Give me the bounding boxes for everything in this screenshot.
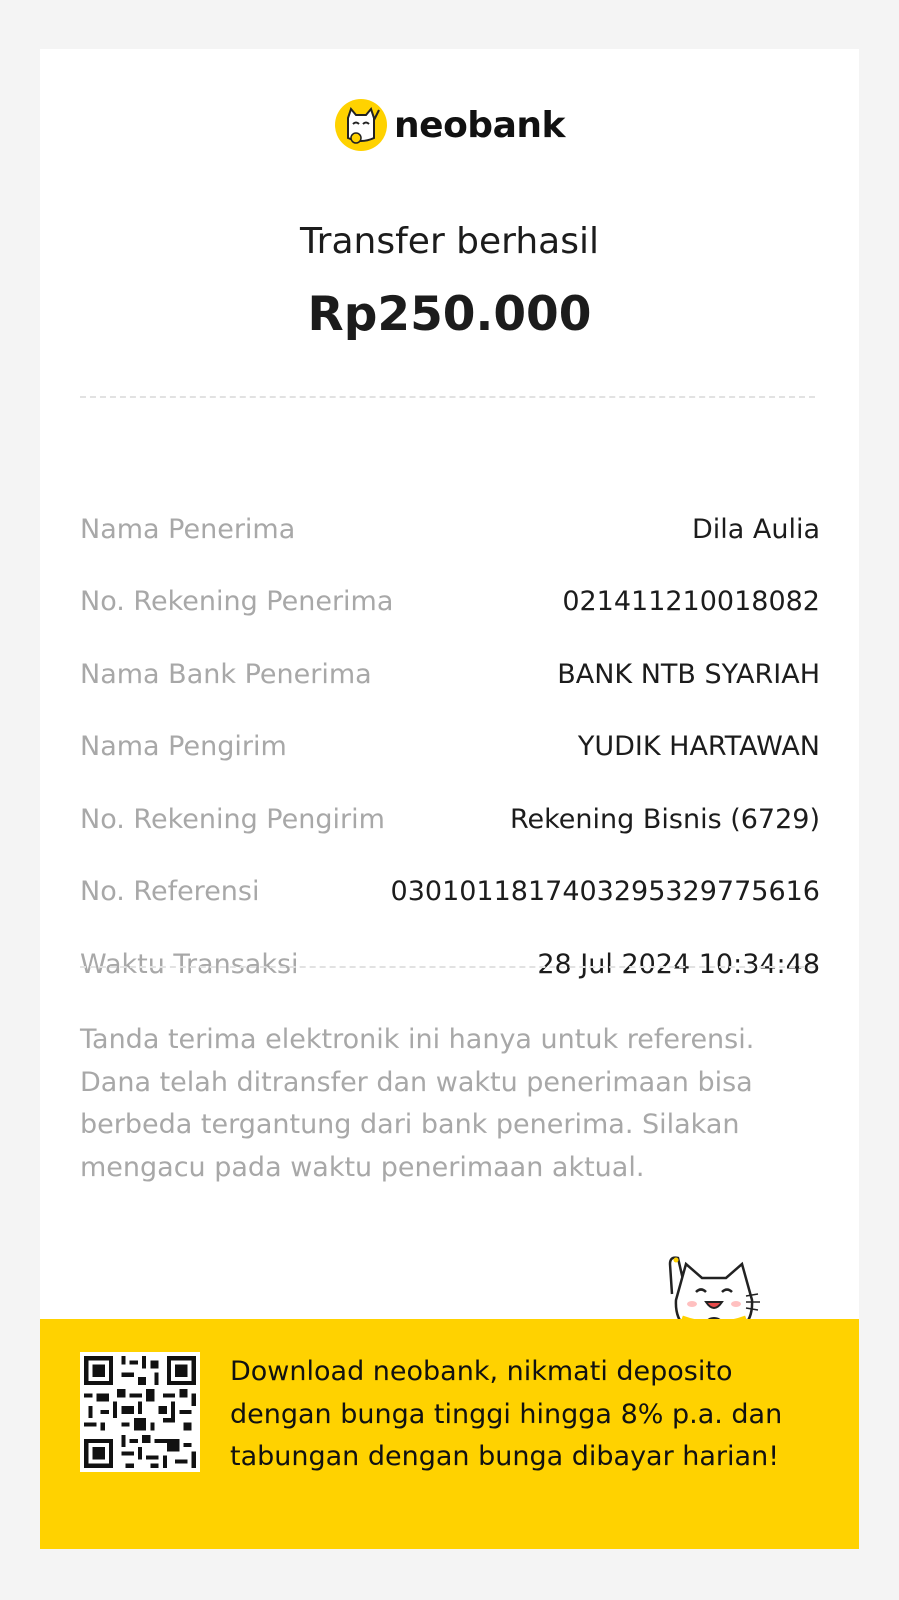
- divider: [80, 396, 815, 398]
- detail-row-sender-name: [80, 711, 820, 784]
- detail-label: Nama Bank Penerima: [80, 658, 372, 690]
- lucky-cat-icon: [334, 98, 388, 152]
- detail-value: YUDIK HARTAWAN: [577, 731, 820, 763]
- detail-row-transaction-time: [80, 928, 820, 1001]
- promo-text: Download neobank, nikmati deposito dengan bunga tinggi hingga 8% p.a. dan tabungan dengan bunga dibayar harian!: [230, 1356, 783, 1472]
- detail-label: Nama Pengirim: [80, 731, 287, 763]
- promo-banner[interactable]: [40, 1319, 859, 1549]
- divider: [80, 966, 815, 968]
- details-list: [80, 493, 820, 1001]
- detail-label: No. Referensi: [80, 876, 260, 908]
- detail-row-sender-account: [80, 783, 820, 856]
- detail-value: Dila Aulia: [691, 513, 820, 545]
- detail-value: 021411210018082: [562, 586, 820, 618]
- page-title: Transfer berhasil: [299, 221, 599, 262]
- disclaimer-note: Tanda terima elektronik ini hanya untuk referensi. Dana telah ditransfer dan waktu penerimaan bisa berbeda tergantung dari bank penerima. Silakan mengacu pada waktu penerimaan aktual.: [80, 1024, 755, 1183]
- brand-name: neobank: [394, 104, 565, 146]
- receipt-card: [40, 49, 859, 1549]
- detail-row-recipient-bank: [80, 638, 820, 711]
- detail-row-recipient-name: [80, 493, 820, 566]
- detail-value: BANK NTB SYARIAH: [557, 658, 820, 690]
- detail-label: Nama Penerima: [80, 513, 296, 545]
- detail-label: No. Rekening Penerima: [80, 586, 394, 618]
- brand-logo: [40, 99, 859, 151]
- detail-label: No. Rekening Pengirim: [80, 803, 385, 835]
- detail-value: 030101181740329532977561​6: [390, 876, 820, 908]
- detail-value: Rekening Bisnis (6729): [509, 803, 820, 835]
- transfer-amount: Rp250.000: [307, 287, 592, 342]
- detail-label: Waktu Transaksi: [80, 948, 299, 980]
- qr-code-icon[interactable]: [80, 1352, 200, 1472]
- detail-value: 28 Jul 2024 10:34:48: [537, 948, 820, 980]
- detail-row-reference: [80, 856, 820, 929]
- detail-row-recipient-account: [80, 566, 820, 639]
